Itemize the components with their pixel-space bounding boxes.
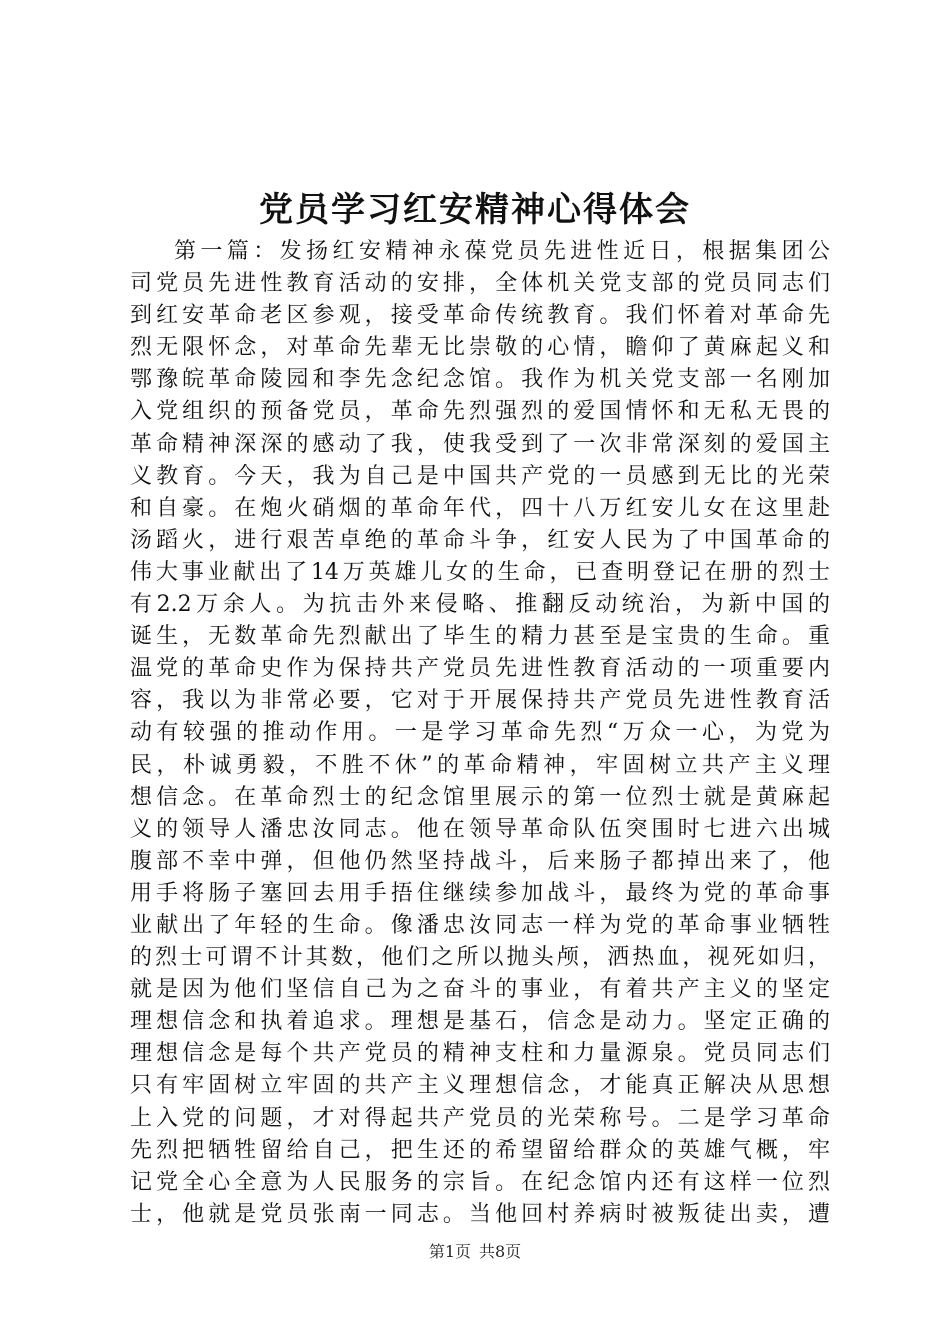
paragraph-line: 入党组织的预备党员，革命先烈强烈的爱国情怀和无私无畏的 [130, 399, 830, 425]
paragraph-line: 伟大事业献出了14万英雄儿女的生命，已查明登记在册的烈士 [130, 559, 830, 585]
paragraph-line: 诞生，无数革命先烈献出了毕生的精力甚至是宝贵的生命。重 [130, 624, 830, 650]
paragraph-line: 义教育。今天，我为自己是中国共产党的一员感到无比的光荣 [130, 463, 830, 489]
paragraph-line: 温党的革命史作为保持共产党员先进性教育活动的一项重要内 [130, 656, 830, 682]
paragraph-line: 到红安革命老区参观，接受革命传统教育。我们怀着对革命先 [130, 303, 830, 329]
paragraph-line: 义的领导人潘忠汝同志。他在领导革命队伍突围时七进六出城 [130, 816, 830, 842]
paragraph-line: 业献出了年轻的生命。像潘忠汝同志一样为党的革命事业牺牲 [130, 912, 830, 938]
paragraph-line: 汤蹈火，进行艰苦卓绝的革命斗争，红安人民为了中国革命的 [130, 527, 830, 553]
paragraph-line: 先烈把牺牲留给自己，把生还的希望留给群众的英雄气概，牢 [130, 1137, 830, 1163]
paragraph-line: 记党全心全意为人民服务的宗旨。在纪念馆内还有这样一位烈 [130, 1169, 830, 1195]
document-title: 党员学习红安精神心得体会 [259, 190, 691, 230]
paragraph-line: 和自豪。在炮火硝烟的革命年代，四十八万红安儿女在这里赴 [130, 495, 830, 521]
paragraph-line: 就是因为他们坚信自己为之奋斗的事业，有着共产主义的坚定 [130, 977, 830, 1003]
paragraph-line: 用手将肠子塞回去用手捂住继续参加战斗，最终为党的革命事 [130, 880, 830, 906]
paragraph-line: 民，朴诚勇毅，不胜不休”的革命精神，牢固树立共产主义理 [130, 752, 830, 778]
paragraph-line: 烈无限怀念，对革命先辈无比崇敬的心情，瞻仰了黄麻起义和 [130, 335, 830, 361]
paragraph-line: 腹部不幸中弹，但他仍然坚持战斗，后来肠子都掉出来了，他 [130, 848, 830, 874]
paragraph-line: 理想信念和执着追求。理想是基石，信念是动力。坚定正确的 [130, 1009, 830, 1035]
document-body [130, 236, 830, 1231]
paragraph-line: 容，我以为非常必要，它对于开展保持共产党员先进性教育活 [130, 688, 830, 714]
paragraph-line: 有2.2万余人。为抗击外来侵略、推翻反动统治，为新中国的 [130, 592, 830, 618]
paragraph-line: 想信念。在革命烈士的纪念馆里展示的第一位烈士就是黄麻起 [130, 784, 830, 810]
page-number: 第1页 [428, 1242, 471, 1261]
paragraph-line: 只有牢固树立牢固的共产主义理想信念，才能真正解决从思想 [130, 1073, 830, 1099]
paragraph-line: 革命精神深深的感动了我，使我受到了一次非常深刻的爱国主 [130, 431, 830, 457]
paragraph-line: 鄂豫皖革命陵园和李先念纪念馆。我作为机关党支部一名刚加 [130, 367, 830, 393]
page-footer [0, 1240, 950, 1264]
paragraph-line: 上入党的问题，才对得起共产党员的光荣称号。二是学习革命 [130, 1105, 830, 1131]
paragraph-line: 士，他就是党员张南一同志。当他回村养病时被叛徒出卖，遭 [130, 1201, 830, 1227]
page-total: 共8页 [479, 1242, 522, 1261]
paragraph-line: 司党员先进性教育活动的安排，全体机关党支部的党员同志们 [130, 271, 830, 297]
paragraph-line: 理想信念是每个共产党员的精神支柱和力量源泉。党员同志们 [130, 1041, 830, 1067]
paragraph-line: 动有较强的推动作用。一是学习革命先烈“万众一心，为党为 [130, 720, 830, 746]
paragraph-line: 第一篇：发扬红安精神永葆党员先进性近日，根据集团公 [174, 239, 830, 264]
paragraph-line: 的烈士可谓不计其数，他们之所以抛头颅，洒热血，视死如归， [130, 945, 830, 971]
